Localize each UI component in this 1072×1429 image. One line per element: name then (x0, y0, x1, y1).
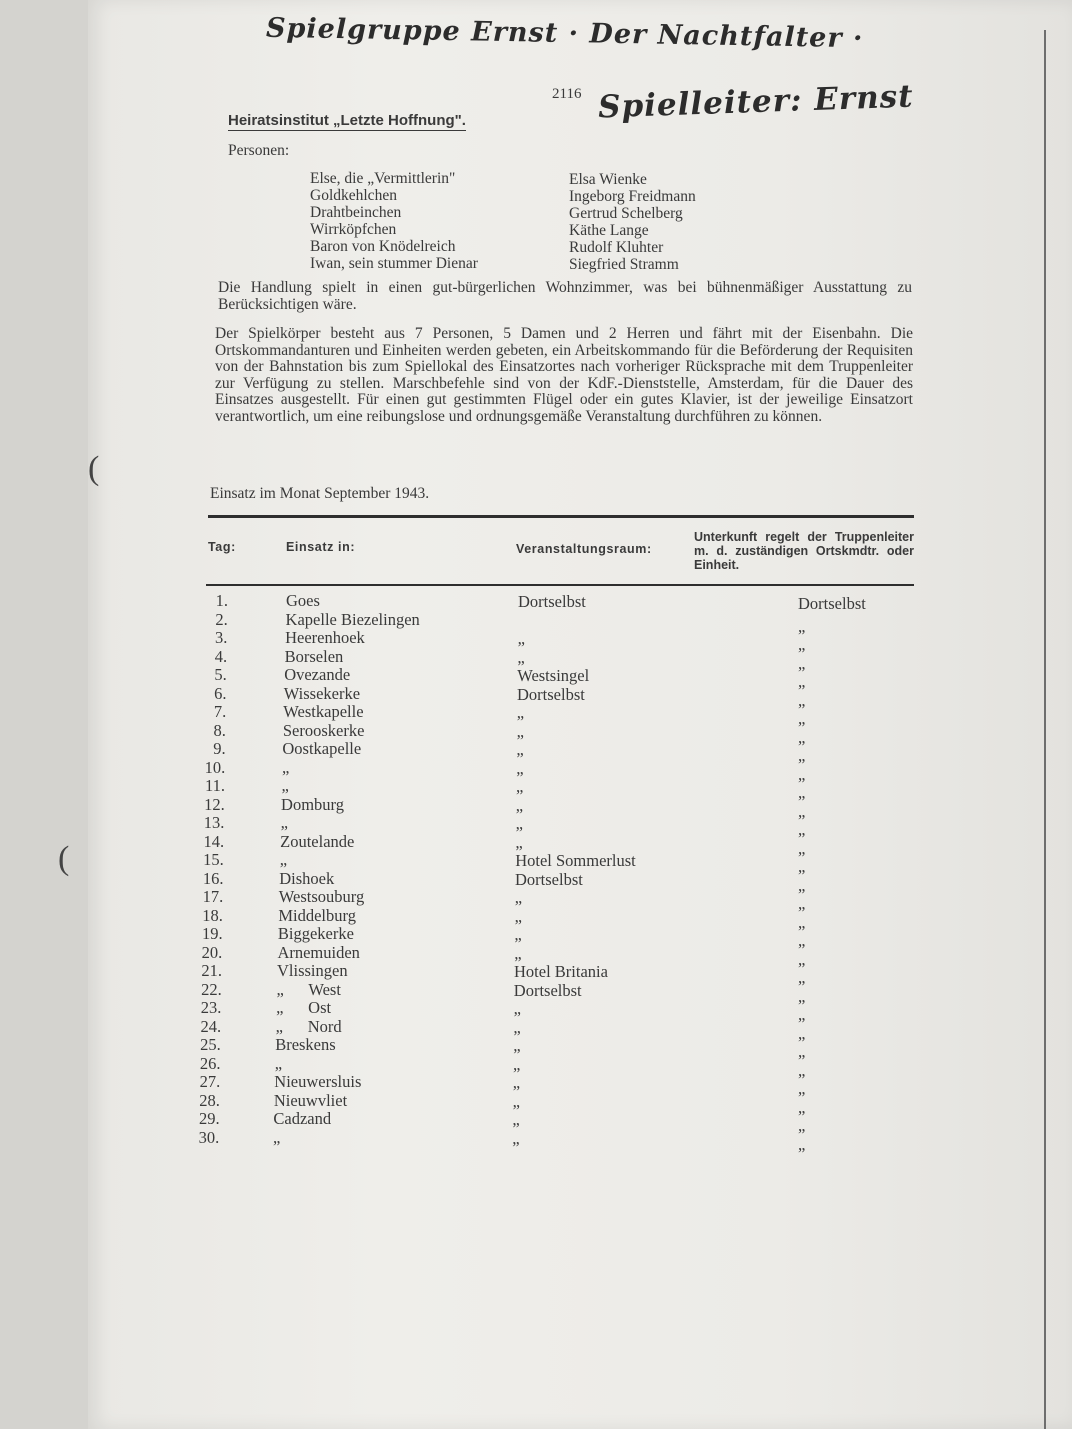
cast-actor: Rudolf Kluhter (569, 239, 664, 256)
row-place: „ (281, 776, 289, 795)
row-place: Breskens (275, 1035, 336, 1054)
row-place: Borselen (284, 646, 344, 666)
row-lodging: „ (798, 690, 806, 710)
row-place: Goes (286, 591, 320, 610)
row-place: Nieuwvliet (273, 1090, 348, 1110)
document-number: 2116 (552, 86, 582, 102)
row-place: Nieuwersluis (274, 1072, 362, 1091)
row-day: 1. (215, 591, 228, 610)
cast-role: Drahtbeinchen (310, 204, 402, 221)
cast-actor: Ingeborg Freidmann (569, 188, 696, 205)
row-venue: „ (517, 647, 525, 667)
row-lodging: „ (798, 1060, 806, 1080)
row-lodging: „ (798, 1079, 806, 1098)
row-day: 26. (199, 1053, 221, 1073)
row-venue: „ (514, 888, 523, 907)
header-lodging-note: Unterkunft regelt der Truppenleiter m. d. zuständigen Ortskmdtr. oder Einheit. (694, 530, 914, 572)
row-place: „ (272, 1127, 281, 1147)
row-lodging: „ (798, 801, 806, 821)
row-venue: „ (517, 629, 525, 648)
row-place: Vlissingen (277, 961, 348, 980)
row-lodging: „ (798, 616, 806, 636)
row-day: 16. (202, 868, 224, 888)
page-edge-line (1044, 30, 1046, 1429)
header-day: Tag: (208, 540, 236, 554)
row-venue: Hotel Sommerlust (515, 851, 636, 870)
row-venue: „ (515, 832, 523, 852)
row-venue: „ (512, 1110, 520, 1129)
row-place: Serooskerke (282, 720, 365, 740)
row-day: 20. (201, 942, 223, 962)
cast-role: Iwan, sein stummer Dienar (310, 255, 478, 272)
row-venue: „ (516, 721, 524, 741)
row-place: Zoutelande (280, 831, 355, 851)
row-lodging: „ (798, 968, 806, 987)
row-venue: „ (516, 703, 525, 722)
row-venue: Westsingel (517, 666, 590, 685)
row-day: 10. (204, 757, 226, 777)
row-lodging: „ (798, 838, 806, 858)
row-place: Cadzand (273, 1109, 332, 1128)
row-place: „ Nord (275, 1016, 342, 1036)
row-venue: „ (513, 1036, 521, 1055)
row-lodging: „ (798, 931, 806, 950)
row-day: 4. (214, 646, 228, 666)
row-day: 28. (199, 1090, 220, 1110)
row-lodging: „ (798, 709, 806, 728)
cast-role: Baron von Knödelreich (310, 238, 456, 255)
row-lodging: „ (798, 857, 806, 876)
row-place: „ (279, 850, 288, 869)
row-place: Middelburg (278, 905, 356, 925)
row-place: Heerenhoek (285, 628, 365, 647)
row-venue: Dortselbst (518, 592, 586, 611)
row-day: 21. (201, 961, 222, 980)
header-place: Einsatz in: (286, 540, 356, 554)
row-venue: Dortselbst (517, 684, 585, 704)
row-venue: „ (513, 1017, 521, 1037)
row-lodging: „ (798, 1023, 806, 1043)
cast-actor: Gertrud Schelberg (569, 205, 683, 222)
row-day: 8. (213, 720, 226, 740)
binder-hole-mark: ( (88, 450, 100, 487)
row-day: 19. (201, 924, 223, 943)
handwritten-note-top: Spielgruppe Ernst · Der Nachtfalter · (265, 12, 864, 55)
row-lodging: „ (798, 894, 806, 913)
row-day: 5. (214, 665, 227, 684)
row-venue: „ (516, 740, 524, 759)
row-day: 6. (214, 683, 227, 703)
row-place: Westsouburg (278, 887, 365, 906)
row-lodging: „ (798, 949, 806, 969)
row-place: Biggekerke (277, 924, 354, 943)
row-lodging: „ (798, 764, 806, 784)
row-day: 18. (202, 905, 223, 925)
row-lodging: „ (798, 746, 806, 765)
row-place: Oostkapelle (282, 739, 362, 758)
row-place: Dishoek (279, 868, 335, 888)
row-lodging: „ (798, 672, 806, 691)
row-venue: „ (516, 777, 524, 796)
row-lodging: „ (798, 1042, 806, 1061)
row-lodging: „ (798, 875, 806, 895)
row-day: 17. (202, 887, 224, 906)
row-venue: „ (515, 814, 523, 833)
row-place: „ (280, 813, 288, 832)
row-day: 2. (215, 609, 228, 629)
row-venue: „ (514, 925, 522, 944)
row-lodging: „ (798, 1097, 806, 1117)
row-lodging: „ (798, 820, 806, 839)
row-venue: „ (512, 1073, 521, 1092)
row-day: 9. (213, 739, 226, 758)
personen-label: Personen: (228, 142, 290, 159)
cast-role: Else, die „Vermittlerin" (310, 170, 456, 187)
cast-role: Goldkehlchen (310, 187, 397, 204)
table-top-rule (208, 515, 914, 518)
row-day: 30. (198, 1127, 220, 1147)
play-title: Heiratsinstitut „Letzte Hoffnung". (228, 112, 466, 129)
row-venue: „ (514, 943, 522, 963)
row-lodging: Dortselbst (798, 594, 866, 613)
handwritten-note-conductor: Spielleiter: Ernst (597, 78, 915, 126)
row-day: 23. (200, 998, 222, 1017)
row-day: 29. (198, 1109, 220, 1128)
row-place: Kapelle Biezelingen (285, 609, 420, 629)
row-venue: „ (513, 999, 521, 1018)
row-lodging: „ (798, 653, 806, 673)
row-day: 3. (215, 628, 228, 647)
row-day: 7. (213, 702, 227, 721)
row-day: 12. (204, 794, 225, 814)
row-lodging: „ (798, 986, 806, 1006)
row-day: 25. (200, 1035, 221, 1054)
row-venue: „ (512, 1091, 520, 1111)
paragraph-instructions: Der Spielkörper besteht aus 7 Personen, 5 Damen und 2 Herren und fährt mit der Eisenbahn. Die Ortskommandanturen und Einheiten werden gebeten, ein Arbeitskommando für die Beförderung der Requisiten von der Bahnstation bis zum Spiellokal des Einsatzortes nach vorheriger Rücksprache mit dem Truppenleiter zur Verfügung zu stellen. Marschbefehle sind von der KdF.-Dienststelle, Amsterdam, für die Dauer des Einsatzes ausgestellt. Für einen gut gestimmten Flügel oder ein gutes Klavier, ist der jeweilige Einsatzort verantwortlich, um eine reibungslose und ordnungsgemäße Veranstaltung durchführen zu können. (215, 325, 913, 425)
row-day: 14. (203, 831, 225, 851)
row-place: „ Ost (276, 998, 332, 1017)
cast-actor: Käthe Lange (569, 222, 649, 239)
cast-role: Wirrköpfchen (310, 221, 397, 238)
row-lodging: „ (798, 1116, 806, 1135)
row-lodging: „ (798, 1005, 806, 1024)
cast-actor: Siegfried Stramm (569, 256, 679, 273)
row-place: Ovezande (284, 665, 351, 684)
row-venue: „ (513, 1054, 521, 1074)
row-place: „ West (276, 979, 341, 999)
row-venue: „ (516, 758, 524, 778)
row-place: Arnemuiden (277, 942, 360, 962)
row-venue: „ (514, 906, 522, 926)
table-header-rule (206, 584, 914, 586)
row-lodging: „ (798, 635, 806, 654)
row-venue: Dortselbst (513, 980, 582, 1000)
row-venue: Hotel Britania (514, 962, 608, 981)
paragraph-setting: Die Handlung spielt in einen gut-bürgerlichen Wohnzimmer, was bei bühnenmäßiger Ausstattung zu Berücksichtigen wäre. (218, 279, 912, 313)
row-day: 13. (203, 813, 225, 832)
row-lodging: „ (798, 1134, 806, 1154)
row-place: „ (274, 1053, 283, 1073)
row-lodging: „ (798, 912, 806, 932)
row-day: 27. (199, 1072, 221, 1091)
row-place: Westkapelle (283, 702, 364, 721)
row-place: Wissekerke (283, 683, 361, 703)
row-day: 11. (204, 776, 225, 795)
row-day: 15. (203, 850, 224, 869)
row-lodging: „ (798, 783, 806, 802)
binder-hole-mark: ( (58, 840, 70, 877)
row-day: 22. (201, 979, 222, 999)
row-lodging: „ (798, 727, 806, 747)
row-place: „ (281, 757, 290, 777)
row-venue: „ (512, 1128, 520, 1148)
header-venue: Veranstaltungsraum: (516, 542, 652, 556)
row-venue: „ (515, 795, 524, 815)
row-venue: Dortselbst (515, 869, 583, 889)
row-day: 24. (200, 1016, 222, 1036)
cast-actor: Elsa Wienke (569, 171, 647, 188)
einsatz-line: Einsatz im Monat September 1943. (210, 485, 430, 502)
row-place: Domburg (281, 794, 344, 814)
